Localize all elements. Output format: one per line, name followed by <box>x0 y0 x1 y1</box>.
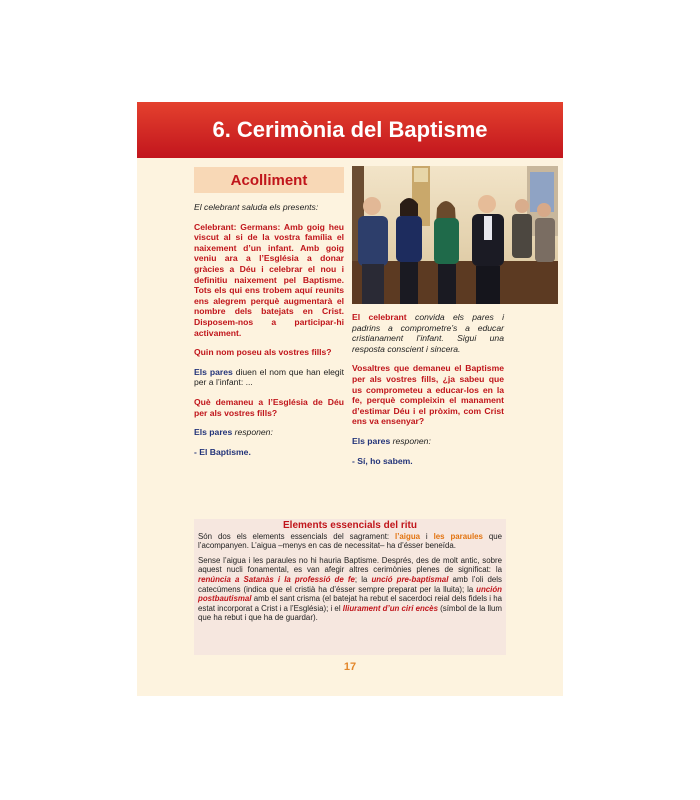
essentials-text: ; la <box>354 574 372 584</box>
page <box>137 102 563 696</box>
right-column <box>352 312 504 475</box>
left-column <box>194 202 344 466</box>
highlight-uncion-post: unción postbautismal <box>198 584 502 604</box>
celebrant-speech <box>194 222 344 339</box>
celebrant-label: Celebrant: <box>194 221 237 232</box>
essentials-text: Sense l’aigua i les paraules no hi hauria Baptisme. Després, des de molt antic, sobre aquest nucli fonamental, es van afegir altres cerimònies plenes de significat: la <box>198 555 502 575</box>
section-heading: Acolliment <box>194 167 344 193</box>
answer-baptism: - El Baptisme. <box>194 446 251 457</box>
essentials-text: amb el sant crisma (el batejat ha rebut el sacerdoci reial dels fidels i ha estat incorporat a Crist i a l’Església); i el <box>198 594 502 613</box>
intro-text: El celebrant saluda els presents: <box>194 202 319 212</box>
responen-text: responen: <box>234 427 273 438</box>
parents-respond <box>352 436 504 447</box>
responen-text: responen: <box>392 435 431 446</box>
essentials-title: Elements essencials del ritu <box>283 520 417 531</box>
celebrant-text: Germans: Amb goig heu viscut al si de la vostra família el naixement d’un infant. Amb goig veniu ara a l’Església a donar gràcies a Déu i celebrar el nou i definitiu naixement pel Baptisme. Tots els qui ens trobem aquí reunits ens alegrem perquè augmentarà el nombre dels batejats en Crist. Disposem-nos a participar-hi activament. <box>194 221 344 338</box>
answer-yes: - Sí, ho sabem. <box>352 455 413 466</box>
essentials-text: Són dos els elements essencials del sagrament: <box>198 531 396 541</box>
celebrant-label: El celebrant <box>352 312 407 322</box>
essentials-paragraph-2 <box>198 556 502 623</box>
page-title: 6. Cerimònia del Baptisme <box>137 102 563 158</box>
page-number: 17 <box>343 661 357 673</box>
family-photo <box>352 166 558 304</box>
parents-label: Els pares <box>352 435 391 446</box>
parents-name-answer <box>194 367 344 388</box>
essentials-text: (símbol de la llum que ha rebut i que ha de guardar). <box>198 603 502 623</box>
highlight-renuncia: renúncia a Satanàs i la professió de fe <box>198 574 355 584</box>
highlight-ciri: lliurament d’un ciri encès <box>342 603 438 613</box>
commitment-question: Vosaltres que demaneu el Baptisme per als vostres fills, ¿ja sabeu que us comprometeu a educar-los en la fe, perquè compleixin el manament d’estimar Déu i el pròxim, com Crist ens va ensenyar? <box>352 363 504 427</box>
highlight-uncio-pre: unció pre-baptismal <box>371 574 449 584</box>
highlight-water: l’aigua <box>395 531 421 541</box>
parents-respond <box>194 427 344 438</box>
celebrant-invite-text: convida els pares i padrins a comprometre’s a educar cristianament l’infant. Sigui una resposta conscient i sincera. <box>352 312 505 354</box>
highlight-words: les paraules <box>433 531 483 541</box>
parents-label: Els pares <box>194 366 233 377</box>
essentials-text: amb l’oli dels catecúmens (indica que el cristià ha d’ésser sempre preparat per la lluita); la <box>198 574 502 594</box>
question-name: Quin nom poseu als vostres fills? <box>194 347 332 358</box>
celebrant-invite <box>352 312 504 354</box>
family-photo-illustration <box>352 166 558 304</box>
essentials-text: que l’acompanyen. L’aigua –menys en cas de necessitat– ha d’ésser beneïda. <box>198 531 502 551</box>
question-request: Què demaneu a l’Església de Déu per als vostres fills? <box>194 396 344 418</box>
essentials-box <box>194 519 506 655</box>
essentials-paragraph-1 <box>198 532 502 551</box>
parents-name-text: diuen el nom que han elegit per a l’infant: ... <box>194 366 345 388</box>
essentials-text: i <box>420 531 434 541</box>
parents-label: Els pares <box>194 427 233 438</box>
